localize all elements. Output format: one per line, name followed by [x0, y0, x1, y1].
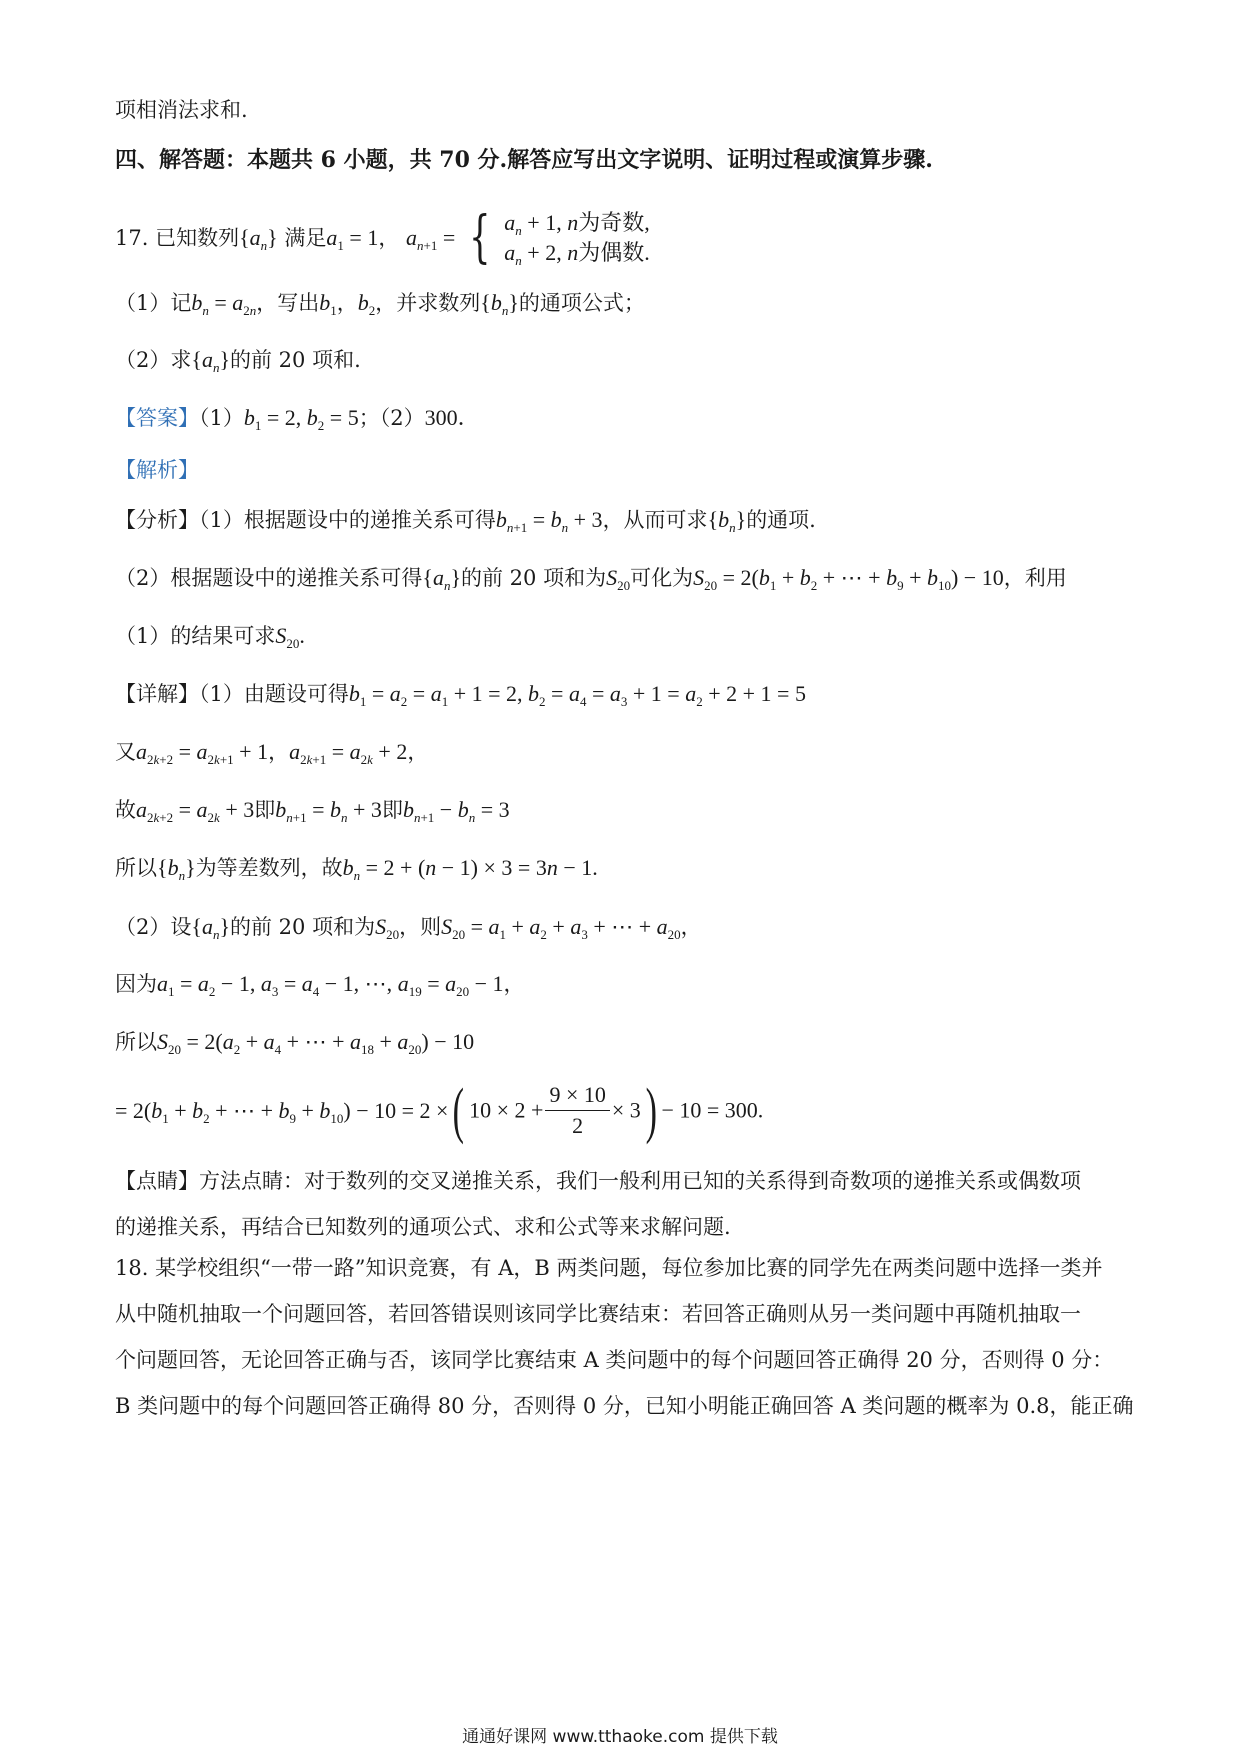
- q18-line-2: 从中随机抽取一个问题回答，若回答错误则该同学比赛结束：若回答正确则从另一类问题中再随机抽取一: [115, 1302, 1081, 1326]
- intro-tail: 项相消法求和.: [115, 98, 248, 122]
- analysis-tag: 【解析】: [115, 458, 199, 482]
- q18-line-4: B 类问题中的每个问题回答正确得 80 分，否则得 0 分，已知小明能正确回答 A 类问题的概率为 0.8，能正确: [115, 1394, 1134, 1418]
- section-heading: 四、解答题：本题共 6 小题，共 70 分.解答应写出文字说明、证明过程或演算步骤.: [115, 147, 933, 173]
- xiangjie-2: 又$a_{2k+2} = a_{2k+1} + 1$，$a_{2k+1} = a_{2k} + 2$，: [115, 739, 429, 767]
- q17-part1: （1）记$b_n = a_{2n}$，写出$b_1$，$b_2$，并求数列$\{b_n\}$的通项公式；: [115, 290, 645, 318]
- cases-brace: {: [469, 205, 491, 270]
- xiangjie-3: 故$a_{2k+2} = a_{2k} + 3$即$b_{n+1} = b_n + 3$即$b_{n+1} - b_n = 3$: [115, 797, 510, 825]
- dianjing-1: 【点睛】方法点睛：对于数列的交叉递推关系，我们一般利用已知的关系得到奇数项的递推关系或偶数项: [115, 1169, 1081, 1193]
- q17-stem: 17. 已知数列$\{a_n\}$ 满足$a_1 = 1$， $a_{n+1}$ = { $a_n + 1$, n为奇数, $a_n + 2$, n为偶数.: [115, 205, 650, 270]
- q18-line-3: 个问题回答，无论回答正确与否，该同学比赛结束 A 类问题中的每个问题回答正确得 20 分，否则得 0 分：: [115, 1348, 1114, 1372]
- xiangjie-5: （2）设$\{a_n\}$的前 20 项和为$S_{20}$，则$S_{20} = a_1 + a_2 + a_3$ + ⋯ + $a_{20}$，: [115, 914, 702, 942]
- q17-answer: 【答案】$(1)b_1 = 2$, $b_2 = 5$；（2）300．: [115, 405, 480, 433]
- xiangjie-1: 【详解】（1）由题设可得$b_1 = a_2 = a_1 + 1 = 2$, $b_2 = a_4 = a_3 + 1 = a_2 + 2 + 1 = 5$: [115, 681, 806, 709]
- xiangjie-8: = $2(b_1 + b_2$ + ⋯ + $b_9 + b_{10}) - 10 = 2$ ×( 10 × 2 + $\frac{9 \times 10}{2}$ × 3) − 10 = 300.: [115, 1076, 764, 1145]
- fenxi-3: （1）的结果可求$S_{20}$.: [115, 623, 305, 651]
- xiangjie-4: 所以$\{b_n\}$为等差数列，故$b_n = 2 + (n - 1) \times 3 = 3n - 1$.: [115, 855, 598, 883]
- q18-line-1: 18. 某学校组织“一带一路”知识竞赛，有 A，B 两类问题，每位参加比赛的同学先在两类问题中选择一类并: [115, 1256, 1103, 1280]
- footer: 通通好课网 www.tthaoke.com 提供下载: [462, 1727, 778, 1747]
- recurrence-cases: $a_n + 1$, n为奇数, $a_n + 2$, n为偶数.: [504, 210, 650, 268]
- answer-tag: 【答案】: [115, 406, 199, 430]
- fenxi-2: （2）根据题设中的递推关系可得$\{a_n\}$的前 20 项和为$S_{20}$可化为$S_{20} = 2(b_1 + b_2$ + ⋯ + $b_9 + b_{10}) - 10$，利用: [115, 565, 1067, 593]
- xiangjie-7: 所以$S_{20} = 2(a_2 + a_4$ + ⋯ + $a_{18} + a_{20}) - 10$: [115, 1029, 475, 1057]
- dianjing-2: 的递推关系，再结合已知数列的通项公式、求和公式等来求解问题.: [115, 1215, 731, 1239]
- q17-part2: （2）求$\{a_n\}$的前 20 项和.: [115, 347, 361, 375]
- fenxi-1: 【分析】（1）根据题设中的递推关系可得$b_{n+1} = b_n + 3$，从而可求$\{b_n\}$的通项.: [115, 507, 816, 535]
- xiangjie-6: 因为$a_1 = a_2 - 1$, $a_3 = a_4 - 1$, ⋯, $a_{19} = a_{20} - 1$，: [115, 971, 525, 999]
